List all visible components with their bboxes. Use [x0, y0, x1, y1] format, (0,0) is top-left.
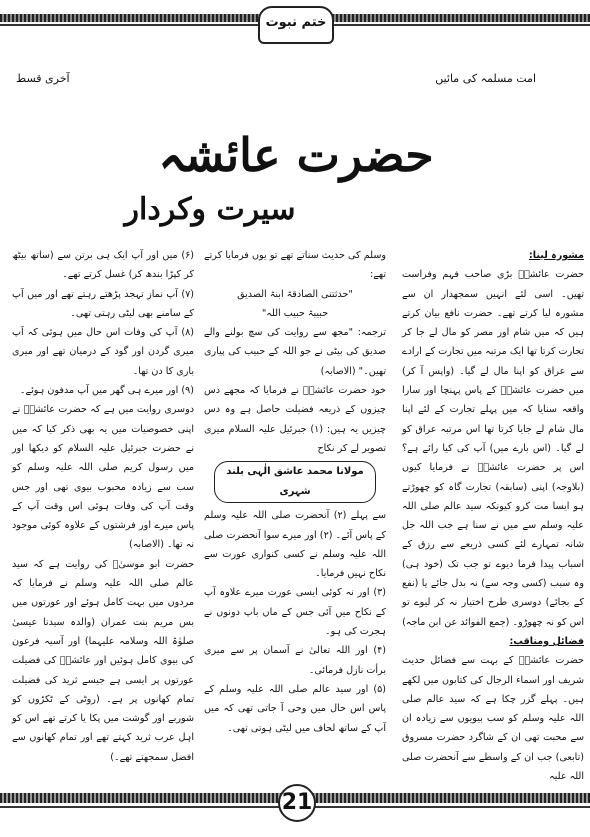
section-heading: فضائل ومناقب: [509, 635, 584, 647]
series-title: امت مسلمہ کی مائیں [435, 72, 536, 85]
text-column-right [402, 246, 584, 783]
text-column-left [12, 246, 194, 774]
paragraph: حضرت عائشہؓ کے بہت سے فضائل حدیث شریف اور اسماء الرجال کی کتابوں میں لکھے ہیں۔ پہلے گزر چکا ہے کہ سید عالم صلی اللہ علیہ وسلم کو سب بیویوں سے زیادہ ان سے محبت تھی ان کے شاگرد حضرت مسروق (تابعی) جب ان کے واسطے سے آنحضرت صلی اللہ علیہ [402, 655, 584, 783]
paragraph: دوسری روایت میں ہے کہ حضرت عائشہؓ نے اپنی خصوصیات میں یہ بھی ذکر کیا کہ میں نے حضرت جبرئیل علیہ السلام کو دیکھا اور میں رسول کریم صلی اللہ علیہ وسلم کو سب سے زیادہ محبوب بیوی تھی اور جس وقت آپ کی وفات ہوئی اس وقت آپ کے پاس میرے اور فرشتوں کے علاوہ کوئی موجود نہ تھا۔ (الاصابہ) [12, 404, 194, 551]
episode-label: آخری قسط [16, 72, 70, 85]
magazine-badge: ختم نبوت [258, 6, 334, 44]
text-column-middle [204, 246, 386, 774]
page-number: 21 [278, 784, 316, 822]
paragraph: سے پہلے (۲) آنحضرت صلی اللہ علیہ وسلم کے پاس آئے۔ (۲) اور میرے سوا آنحضرت صلی اللہ علیہ وسلم نے کسی کنواری عورت سے نکاح نہیں فرمایا۔ [204, 510, 386, 580]
paragraph: (۷) آپ نماز تہجد پڑھتے رہتے تھے اور میں آپ کے سامنے بھی لیٹی رہتی تھی۔ [12, 288, 194, 319]
paragraph: حضرت عائشہؓ بڑی صاحب فہم وفراست تھیں۔ اسی لئے انہیں سمجھدار ان سے مشورہ لیا کرتے تھے۔ حضرت نافع بیان کرتے ہیں کہ میں شام اور مصر کو مال لے جا کر تجارت کرتا تھا ایک مرتبہ میں تجارت کے ارادے سے عراق کو اپنا مال لے گیا۔ (واپس آ کر) میں حضرت عائشہؓ کے پاس پہنچا اور سارا واقعہ سنایا کہ میں پہلے تجارت کے لئے اپنا مال شام لے جایا کرتا تھا اس مرتبہ عراق کو لے گیا۔ (اس بارے میں) آپ کی کیا رائے ہے؟ اس پر حضرت عائشہؓ نے فرمایا کیوں (بلاوجہ) اپنی (سابقہ) تجارت گاہ کو چھوڑتے ہو ایسا مت کرو کیونکہ سید عالم صلی اللہ علیہ وسلم سے میں نے سنا ہے جب اللہ جل شانہ تمہارے لئے کسی ذریعے سے رزق کے اسباب پیدا فرما دیوے تو جب تک (خود ہی) وہ سبب (کسی وجہ سے) نہ بدل جائے یا (نفع کے بجائے) دوسری طرح اختیار نہ کر لیوے تو اس کو نہ چھوڑو۔ (جمع الفوائد عن ابن ماجہ) [402, 269, 584, 628]
article-subtitle: سیرت وکردار [124, 192, 296, 227]
paragraph: (۳) اور نہ کوئی ایسی عورت میرے علاوہ آپ کے نکاح میں آئی جس کے ماں باپ دونوں نے ہجرت کی ہو۔ [204, 587, 386, 638]
section-heading: مشورہ لینا: [528, 250, 584, 261]
paragraph: (۸) آپ کی وفات اس حال میں ہوئی کہ آپ میری گردن اور گود کے درمیان تھے اور میری باری کا دن تھا۔ [12, 327, 194, 377]
article-title: حضرت عائشہ [158, 128, 434, 182]
paragraph: خود حضرت عائشہؓ نے فرمایا کہ مجھے دس چیزوں کے ذریعہ فضیلت حاصل ہے وہ دس چیزیں یہ ہیں: (۱) جبرئیل علیہ السلام میری تصویر لے کر نکاح [204, 385, 386, 454]
hadith-quote: حبیبۃ حبیب اللہ" [261, 307, 329, 319]
paragraph: حضرت ابو موسیٰؓ کی روایت ہے کہ سید عالم صلی اللہ علیہ وسلم نے فرمایا کہ مردوں میں بہت کامل ہوئے اور عورتوں میں بس مریم بنت عمران (والدہ سیدنا عیسیٰ صلوٰۃ اللہ وسلامہ علیہما) اور آسیہ فرعون کی بیوی کامل ہوئیں اور عائشہؓ کی فضیلت عورتوں پر ایسی ہے جیسے ثرید کی فضیلت تمام کھانوں پر ہے۔ (روٹی کے ٹکڑوں کو شوربے اور گوشت میں پکا یا کرتے تھے اس کو اہل عرب ثرید کہتے تھے اور تمام کھانوں سے افضل سمجھتے تھے۔) [12, 558, 194, 763]
hadith-quote: "حدثتنی الصادقۃ ابنۃ الصدیق [237, 288, 353, 300]
paragraph: (۵) اور سید عالم صلی اللہ علیہ وسلم کے پاس اس حال میں وحی آ جاتی تھی کہ میں آپ کے ساتھ لحاف میں لیٹی ہوتی تھی۔ [204, 683, 386, 734]
paragraph: وسلم کی حدیث سناتے تھے تو یوں فرمایا کرتے تھے: [204, 250, 386, 281]
paragraph: (۹) اور میرے ہی گھر میں آپ مدفون ہوئے۔ [19, 385, 194, 397]
paragraph: (۶) میں اور آپ ایک ہی برتن سے (ساتھ بیٹھ کر کپڑا بندھ کر) غسل کرتے تھے۔ [12, 250, 194, 281]
paragraph: (۴) اور اللہ تعالیٰ نے آسمان پر سے میری برأت نازل فرمائی۔ [204, 645, 386, 676]
author-byline: مولانا محمد عاشق الٰہی بلند شہری [214, 461, 376, 503]
paragraph: ترجمہ: "مجھ سے روایت کی سچ بولنے والے صدیق کی بیٹی نے جو اللہ کے حبیب کی پیاری تھیں۔" (الاصابہ) [204, 327, 386, 377]
